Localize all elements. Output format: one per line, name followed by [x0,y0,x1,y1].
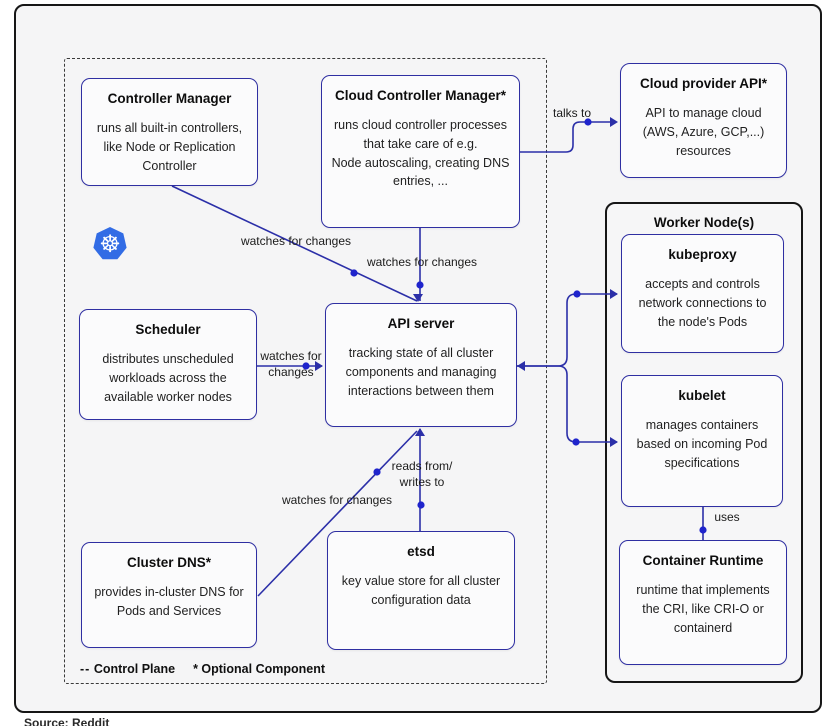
cluster-dns-title: Cluster DNS* [126,555,212,570]
legend [80,662,325,676]
label-reads-writes-line2: writes to [399,474,445,489]
label-watches-scheduler-line2: changes [268,364,314,379]
api-server-title: API server [387,316,455,331]
legend-control-plane-label: Control Plane [93,662,176,676]
cloud-controller-manager-title: Cloud Controller Manager* [334,88,506,103]
label-watches-cloud-controller-manager: watches for changes [366,255,478,269]
label-uses: uses [714,510,740,524]
kubelet-body: manages containers based on incoming Pod specifications [636,418,768,470]
kubernetes-wheel-glyph: ☸ [99,230,121,258]
api-server-body: tracking state of all cluster components and managing interactions between them [345,346,497,398]
label-watches-controller-manager: watches for changes [240,234,352,248]
legend-optional-component-label: * Optional Component [193,662,326,676]
scheduler-body: distributes unscheduled workloads across the available worker nodes [102,352,234,404]
etsd-title: etsd [407,544,435,559]
api-server-box[interactable] [325,303,517,427]
cloud-provider-api-box[interactable] [620,63,787,178]
container-runtime-box[interactable] [619,540,787,665]
cloud-controller-manager-box[interactable] [321,75,520,228]
kubeproxy-box[interactable] [621,234,784,353]
kubelet-box[interactable] [621,375,783,507]
label-watches-cluster-dns: watches for changes [281,493,393,507]
label-reads-writes [392,459,453,490]
source-note: Source: Reddit [24,716,110,726]
worker-node-title: Worker Node(s) [653,215,755,230]
cloud-controller-manager-body-1: runs cloud controller processes that take care of e.g. [334,118,507,151]
cluster-dns-body: provides in-cluster DNS for Pods and Services [94,585,244,618]
label-reads-writes-line1: reads from/ [391,459,453,473]
label-watches-scheduler [260,349,321,380]
etsd-box[interactable] [327,531,515,650]
kubeproxy-body: accepts and controls network connections to the node's Pods [638,277,767,329]
container-runtime-body: runtime that implements the CRI, like CRI-O or containerd [636,583,770,635]
cloud-provider-api-body: API to manage cloud (AWS, Azure, GCP,...) resources [642,106,765,158]
controller-manager-box[interactable] [81,78,258,186]
kubelet-title: kubelet [678,388,726,403]
label-watches-scheduler-line1: watches for [260,349,322,363]
cloud-provider-api-title: Cloud provider API* [639,76,767,91]
kubernetes-logo-icon [92,226,128,262]
scheduler-box[interactable] [79,309,257,420]
controller-manager-title: Controller Manager [107,91,232,106]
scheduler-title: Scheduler [135,322,201,337]
cluster-dns-box[interactable] [81,542,257,648]
etsd-body: key value store for all cluster configuration data [341,574,501,607]
legend-control-plane-dash: -- [80,662,91,676]
container-runtime-title: Container Runtime [642,553,764,568]
cloud-controller-manager-body-2: Node autoscaling, creating DNS entries, ... [331,155,510,189]
controller-manager-body: runs all built-in controllers, like Node or Replication Controller [96,121,243,173]
label-talks-to: talks to [552,106,592,120]
kubeproxy-title: kubeproxy [668,247,737,262]
